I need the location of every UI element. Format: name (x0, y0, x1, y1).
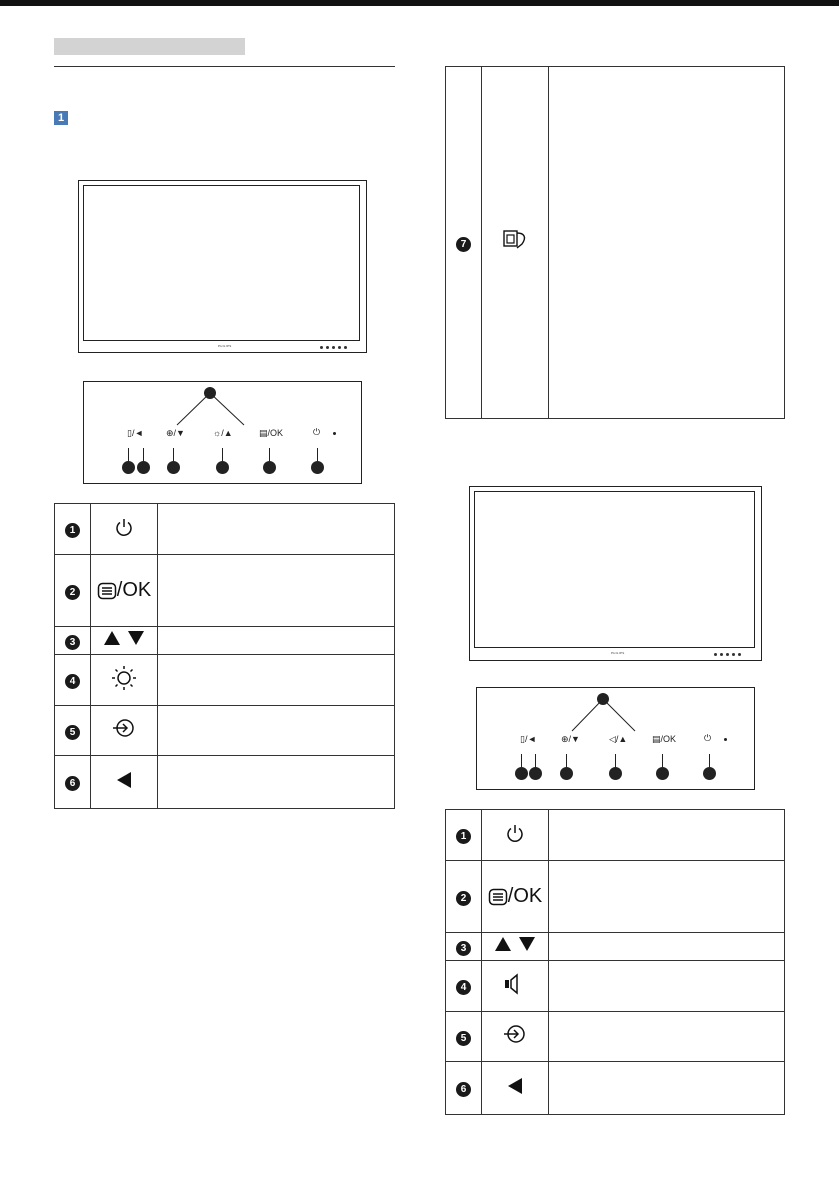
key-table (54, 503, 395, 809)
ok-label: /OK (116, 579, 152, 601)
row-number: 2 (65, 585, 80, 600)
panel-label-menu-ok: ▤/OK (652, 734, 677, 744)
header-divider (54, 66, 395, 67)
callout-dot (263, 461, 276, 474)
callout-dot (216, 461, 229, 474)
panel-label-volume-up: ◁/▲ (609, 734, 628, 744)
row-number: 6 (456, 1082, 471, 1097)
control-panel (476, 687, 755, 790)
row-number: 4 (456, 980, 471, 995)
row-number: 3 (65, 635, 80, 650)
back-arrow-icon (116, 771, 132, 789)
table-row (446, 810, 785, 861)
row-number: 7 (456, 237, 471, 252)
row-number: 1 (65, 523, 80, 538)
power-led (724, 738, 727, 741)
table-row (446, 1012, 785, 1062)
monitor-brand: PHILIPS (218, 344, 232, 348)
up-down-arrows-icon (493, 936, 537, 952)
section-number-badge: 1 (54, 111, 68, 125)
panel-label-smartimage-left: ▯/◄ (520, 734, 537, 744)
table-row (55, 655, 395, 706)
table-row (55, 627, 395, 655)
callout-dot (560, 767, 573, 780)
table-row (446, 1062, 785, 1115)
key-table-continued (445, 66, 785, 419)
row-number: 4 (65, 674, 80, 689)
table-row (446, 861, 785, 933)
menu-ok-icon (488, 888, 508, 906)
row-number: 2 (456, 891, 471, 906)
panel-label-input-down: ⊕/▼ (166, 428, 185, 438)
callout-dot (137, 461, 150, 474)
table-row (55, 555, 395, 627)
panel-label-power: ⏻ (704, 733, 712, 743)
table-row (446, 961, 785, 1012)
table-row (446, 933, 785, 961)
callout-dot (529, 767, 542, 780)
monitor-illustration (469, 486, 763, 662)
monitor-illustration (78, 180, 368, 354)
power-icon (114, 517, 134, 537)
callout-dot (311, 461, 324, 474)
up-down-arrows-icon (102, 630, 146, 646)
key-table (445, 809, 785, 1115)
power-led (333, 432, 336, 435)
table-row (55, 756, 395, 809)
panel-label-smartimage-left: ▯/◄ (127, 428, 144, 438)
callout-dot (515, 767, 528, 780)
row-number: 6 (65, 776, 80, 791)
table-row (55, 504, 395, 555)
callout-dot (122, 461, 135, 474)
table-row (446, 67, 785, 419)
callout-dot (609, 767, 622, 780)
input-icon (503, 1024, 527, 1044)
ok-label: /OK (507, 885, 543, 907)
callout-dot (167, 461, 180, 474)
panel-label-input-down: ⊕/▼ (561, 734, 580, 744)
row-number: 5 (65, 725, 80, 740)
row-number: 5 (456, 1031, 471, 1046)
brightness-icon (111, 665, 137, 691)
panel-label-power: ⏻ (313, 427, 321, 437)
panel-label-menu-ok: ▤/OK (259, 428, 284, 438)
row-number: 3 (456, 941, 471, 956)
power-icon (505, 823, 525, 843)
volume-icon (503, 973, 527, 995)
callout-dot (656, 767, 669, 780)
input-icon (112, 718, 136, 738)
section-header-bar (54, 38, 245, 55)
row-number: 1 (456, 829, 471, 844)
menu-ok-icon (97, 582, 117, 600)
top-rule (0, 0, 839, 6)
table-row (55, 706, 395, 756)
control-panel (83, 381, 362, 484)
monitor-brand: PHILIPS (611, 651, 625, 655)
smartimage-icon (502, 229, 528, 251)
panel-label-brightness-up: ☼/▲ (213, 428, 233, 438)
back-arrow-icon (507, 1077, 523, 1095)
callout-dot (703, 767, 716, 780)
